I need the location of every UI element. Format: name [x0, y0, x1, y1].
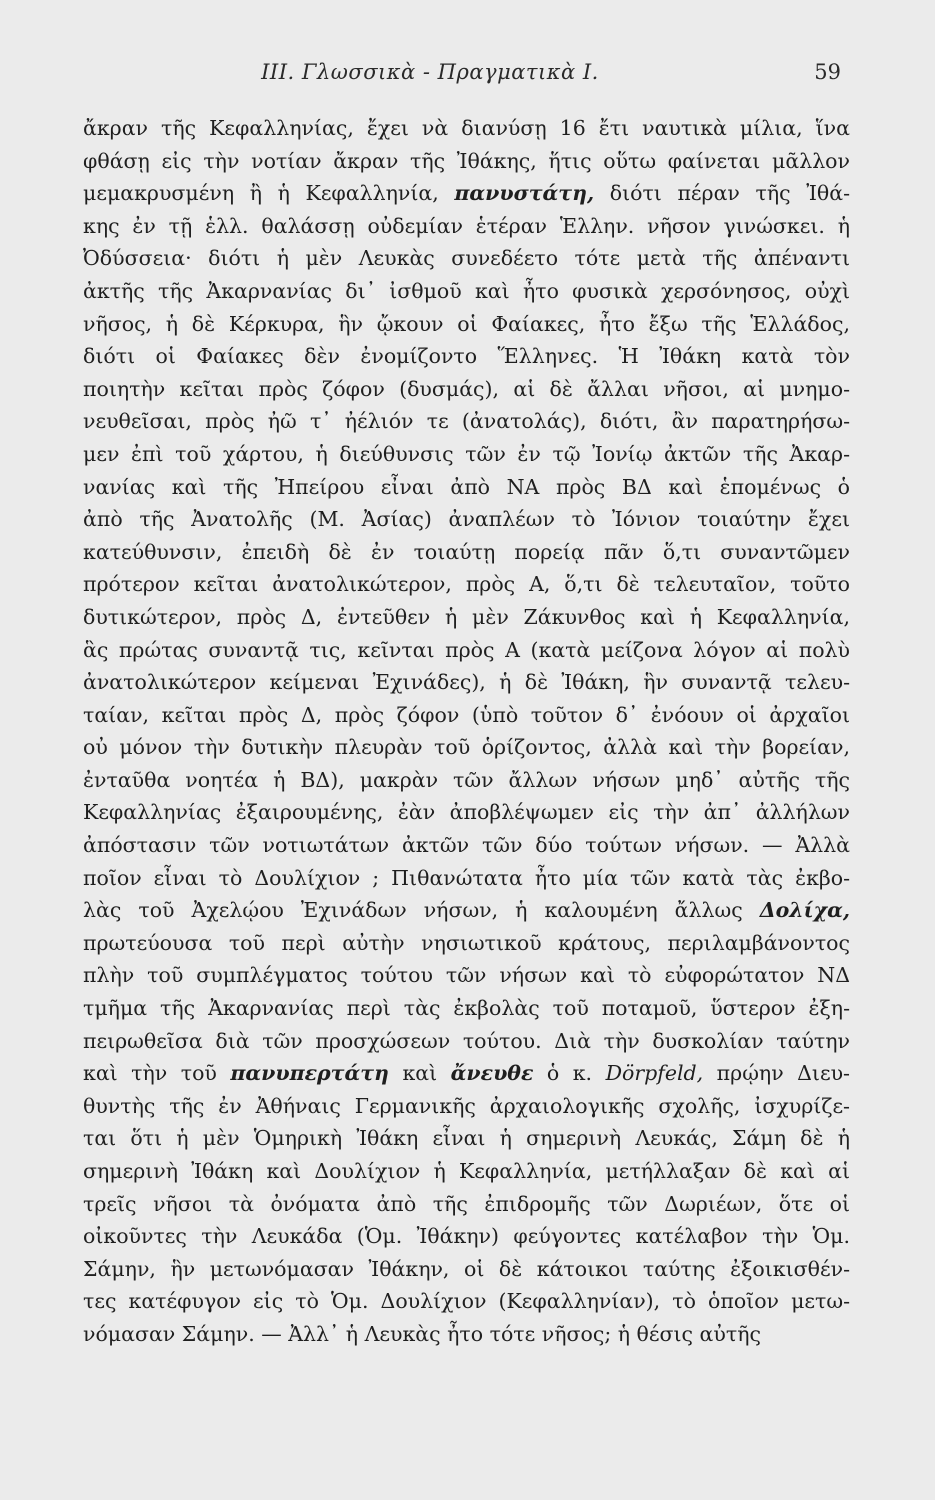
- text-line: [83, 568, 850, 601]
- text-segment: κατεύθυνσιν, ἐπειδὴ δὲ ἐν τοιαύτῃ πορείᾳ πᾶν ὅ,τι συναντῶμεν: [83, 539, 850, 564]
- text-line: [83, 894, 850, 927]
- text-segment: ἄκραν τῆς Κεφαλληνίας, ἔχει νὰ διανύσῃ 16 ἔτι ναυτικὰ μίλια, ἵνα: [83, 116, 850, 140]
- emphasized-text: πανυπερτάτη: [230, 1061, 389, 1086]
- text-line: [83, 503, 850, 536]
- text-segment: θυντὴς τῆς ἐν Ἀθήναις Γερμανικῆς ἀρχαιολογικῆς σχολῆς, ἰσχυρίζε-: [83, 1093, 850, 1118]
- text-line: [83, 992, 850, 1025]
- text-segment: Κεφαλληνίας ἐξαιρουμένης, ἐὰν ἀποβλέψωμεν εἰς τὴν ἀπ᾿ ἀλλήλων: [83, 800, 850, 825]
- text-line: [83, 210, 850, 243]
- text-segment: ἃς πρώτας συναντᾷ τις, κεῖνται πρὸς Α (κατὰ μείζονα λόγον αἱ πολὺ: [83, 637, 850, 662]
- text-segment: ἀπόστασιν τῶν νοτιωτάτων ἀκτῶν τῶν δύο τούτων νήσων. — Ἀλλὰ: [83, 833, 850, 858]
- text-line: [83, 1188, 850, 1221]
- text-line: [83, 666, 850, 699]
- text-segment: ἀκτῆς τῆς Ἀκαρνανίας δι᾿ ἰσθμοῦ καὶ ἦτο φυσικὰ χερσόνησος, οὐχὶ: [83, 278, 850, 303]
- text-segment: ται ὅτι ἡ μὲν Ὁμηρικὴ Ἰθάκη εἶναι ἡ σημερινὴ Λευκάς, Σάμη δὲ ἡ: [83, 1126, 850, 1151]
- text-segment: κης ἐν τῇ ἑλλ. θαλάσσῃ οὐδεμίαν ἑτέραν Ἑλλην. νῆσον γινώσκει. ἡ: [83, 213, 850, 238]
- text-segment: οἰκοῦντες τὴν Λευκάδα (Ὁμ. Ἰθάκην) φεύγοντες κατέλαβον τὴν Ὁμ.: [83, 1224, 850, 1249]
- text-segment: Σάμην, ἣν μετωνόμασαν Ἰθάκην, οἱ δὲ κάτοικοι ταύτης ἐξοικισθέν-: [83, 1256, 850, 1281]
- text-line: [83, 1025, 850, 1058]
- text-segment: ὁ κ.: [533, 1061, 606, 1086]
- text-line: [83, 340, 850, 373]
- text-segment: ἀνατολικώτερον κείμεναι Ἐχινάδες), ἡ δὲ Ἰθάκη, ἣν συναντᾷ τελευ-: [83, 670, 850, 695]
- text-segment: οὐ μόνον τὴν δυτικὴν πλευρὰν τοῦ ὁρίζοντος, ἀλλὰ καὶ τὴν βορείαν,: [83, 735, 850, 760]
- text-segment: τρεῖς νῆσοι τὰ ὀνόματα ἀπὸ τῆς ἐπιδρομῆς τῶν Δωριέων, ὅτε οἱ: [83, 1191, 850, 1216]
- text-segment: καὶ τὴν τοῦ: [83, 1061, 231, 1086]
- page-number: 59: [814, 60, 841, 84]
- text-segment: ποῖον εἶναι τὸ Δουλίχιον ; Πιθανώτατα ἦτο μία τῶν κατὰ τὰς ἐκβο-: [83, 865, 850, 890]
- text-segment: διότι οἱ Φαίακες δὲν ἐνομίζοντο Ἕλληνες. Ἡ Ἰθάκη κατὰ τὸν: [83, 344, 850, 369]
- text-line: [83, 242, 850, 275]
- text-segment: ἀπὸ τῆς Ἀνατολῆς (Μ. Ἀσίας) ἀναπλέων τὸ Ἰόνιον τοιαύτην ἔχει: [83, 507, 850, 532]
- text-segment: μεμακρυσμένη ἢ ἡ Κεφαλληνία,: [83, 181, 455, 206]
- text-line: [83, 536, 850, 569]
- text-line: [83, 1155, 850, 1188]
- text-segment: σημερινὴ Ἰθάκη καὶ Δουλίχιον ἡ Κεφαλληνία, μετήλλαξαν δὲ καὶ αἱ: [83, 1159, 850, 1183]
- text-segment: νόμασαν Σάμην. — Ἀλλ᾿ ἡ Λευκὰς ἦτο τότε νῆσος; ἡ θέσις αὐτῆς: [83, 1321, 761, 1346]
- text-segment: νῆσος, ἡ δὲ Κέρκυρα, ἣν ᾤκουν οἱ Φαίακες, ἦτο ἔξω τῆς Ἑλλάδος,: [83, 311, 850, 336]
- text-line: [83, 1253, 850, 1286]
- text-line: [83, 927, 850, 960]
- body-text: [83, 112, 850, 1351]
- emphasized-text: Δολίχα,: [759, 898, 850, 923]
- text-line: [83, 731, 850, 764]
- text-line: [83, 764, 850, 797]
- text-line: [83, 796, 850, 829]
- text-line: [83, 862, 850, 895]
- text-line: [83, 1122, 850, 1155]
- text-line: [83, 177, 850, 210]
- text-segment: Ὀδύσσεια· διότι ἡ μὲν Λευκὰς συνεδέετο τότε μετὰ τῆς ἀπέναντι: [83, 246, 850, 271]
- running-title: III. Γλωσσικὰ - Πραγματικὰ Ι.: [261, 60, 599, 84]
- text-segment: πρότερον κεῖται ἀνατολικώτερον, πρὸς Α, ὅ,τι δὲ τελευταῖον, τοῦτο: [83, 572, 850, 597]
- text-segment: φθάσῃ εἰς τὴν νοτίαν ἄκραν τῆς Ἰθάκης, ἥτις οὕτω φαίνεται μᾶλλον: [83, 148, 850, 173]
- text-line: [83, 1057, 850, 1090]
- text-line: [83, 438, 850, 471]
- text-segment: πρῴην Διευ-: [703, 1061, 850, 1086]
- text-line: [83, 634, 850, 667]
- text-line: [83, 959, 850, 992]
- text-line: [83, 112, 850, 145]
- text-segment: τμῆμα τῆς Ἀκαρνανίας περὶ τὰς ἐκβολὰς τοῦ ποταμοῦ, ὕστερον ἐξη-: [83, 996, 850, 1021]
- running-header: [0, 60, 935, 90]
- text-line: [83, 471, 850, 504]
- emphasized-text: πανυστάτη,: [454, 181, 595, 206]
- text-segment: ταίαν, κεῖται πρὸς Δ, πρὸς ζόφον (ὑπὸ τοῦτον δ᾿ ἐνόουν οἱ ἀρχαῖοι: [83, 702, 850, 727]
- text-line: [83, 275, 850, 308]
- text-segment: πειρωθεῖσα διὰ τῶν προσχώσεων τούτου. Διὰ τὴν δυσκολίαν ταύτην: [83, 1028, 850, 1053]
- text-line: [83, 1318, 850, 1351]
- text-segment: λὰς τοῦ Ἀχελῴου Ἐχινάδων νήσων, ἡ καλουμένη ἄλλως: [83, 898, 760, 923]
- text-segment: τες κατέφυγον εἰς τὸ Ὁμ. Δουλίχιον (Κεφαλληνίαν), τὸ ὁποῖον μετω-: [83, 1289, 850, 1314]
- text-line: [83, 308, 850, 341]
- text-line: [83, 145, 850, 178]
- text-segment: ποιητὴν κεῖται πρὸς ζόφον (δυσμάς), αἱ δὲ ἄλλαι νῆσοι, αἱ μνημο-: [83, 376, 850, 401]
- text-line: [83, 1090, 850, 1123]
- text-segment: καὶ: [388, 1061, 451, 1086]
- text-line: [83, 699, 850, 732]
- text-segment: πρωτεύουσα τοῦ περὶ αὐτὴν νησιωτικοῦ κράτους, περιλαμβάνοντος: [83, 930, 850, 955]
- text-segment: δυτικώτερον, πρὸς Δ, ἐντεῦθεν ἡ μὲν Ζάκυνθος καὶ ἡ Κεφαλληνία,: [83, 604, 850, 629]
- text-segment: διότι πέραν τῆς Ἰθά-: [594, 181, 850, 206]
- text-line: [83, 1220, 850, 1253]
- emphasized-text: Dörpfeld,: [605, 1061, 704, 1086]
- text-segment: νευθεῖσαι, πρὸς ἠῶ τ᾿ ἠέλιόν τε (ἀνατολάς), διότι, ἂν παρατηρήσω-: [83, 409, 850, 434]
- text-line: [83, 601, 850, 634]
- text-segment: ἐνταῦθα νοητέα ἡ ΒΔ), μακρὰν τῶν ἄλλων νήσων μηδ᾿ αὐτῆς τῆς: [83, 767, 850, 792]
- text-line: [83, 373, 850, 406]
- text-segment: πλὴν τοῦ συμπλέγματος τούτου τῶν νήσων καὶ τὸ εὐφορώτατον ΝΔ: [83, 963, 850, 988]
- text-segment: νανίας καὶ τῆς Ἠπείρου εἶναι ἀπὸ ΝΑ πρὸς ΒΔ καὶ ἑπομένως ὁ: [83, 474, 850, 499]
- text-segment: μεν ἐπὶ τοῦ χάρτου, ἡ διεύθυνσις τῶν ἐν τῷ Ἰονίῳ ἀκτῶν τῆς Ἀκαρ-: [83, 441, 850, 466]
- text-line: [83, 829, 850, 862]
- text-line: [83, 405, 850, 438]
- text-line: [83, 1285, 850, 1318]
- emphasized-text: ἄνευθε: [450, 1061, 534, 1086]
